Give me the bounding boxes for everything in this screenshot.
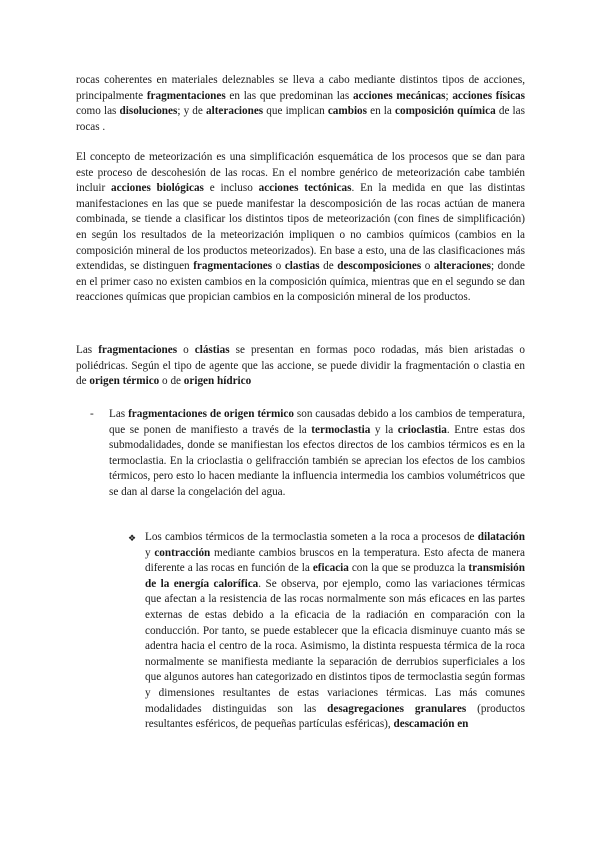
bold-term: fragmentaciones bbox=[146, 89, 226, 102]
text-run: mediante cambios bruscos en la temperatura. Esto afecta de manera diferente a las rocas en función de la bbox=[145, 546, 526, 575]
text-run: o bbox=[421, 260, 434, 273]
text-run: Las bbox=[109, 408, 129, 420]
text-run: se presentan en formas poco rodadas, más bien aristadas o poliédricas. Según el tipo de agente que las accione, se puede dividir la fragmentación o clastia en de bbox=[76, 344, 526, 388]
bold-term: clástias bbox=[194, 344, 230, 356]
bold-term: clastias bbox=[284, 260, 320, 273]
bold-term: alteraciones bbox=[206, 105, 264, 118]
text-run: y la bbox=[370, 423, 398, 436]
dash-bullet: - bbox=[90, 408, 94, 420]
text-run: (productos resultantes esféricos, de pequeñas partículas esféricas), bbox=[145, 702, 525, 731]
bold-term: origen térmico bbox=[89, 375, 160, 388]
text-run: como las bbox=[76, 105, 120, 118]
bold-term: disoluciones bbox=[119, 105, 178, 118]
bold-term: dilatación bbox=[477, 531, 525, 543]
bold-term: origen hídrico bbox=[183, 375, 252, 388]
text-run: en las que predominan las bbox=[225, 89, 353, 102]
text-run: con la que se produzca la bbox=[348, 562, 469, 575]
text-run: . En la medida en que las distintas manifestaciones en las que se puede manifestar la descomposición de las rocas actúan de manera combinada, se tiende a clasificar los distintos tipos de meteorización (con fines de simplificación) en según los resultados de la meteorización impliquen o no cambios químicos (cambios en la composición mineral de los productos meteorizados). En base a esto, una de las clasificaciones más extendidas, se distinguen bbox=[76, 182, 525, 273]
bold-term: contracción bbox=[154, 546, 211, 559]
text-run: Los cambios térmicos de la termoclastia someten a la roca a procesos de bbox=[145, 531, 478, 543]
bold-term: alteraciones bbox=[433, 260, 492, 273]
bold-term: composición química bbox=[395, 105, 496, 118]
text-run: son causadas debido a los cambios de temperatura, que se ponen de manifiesto a través de la bbox=[109, 408, 526, 436]
bold-term: desagregaciones granulares bbox=[327, 702, 467, 715]
bold-term: acciones mecánicas bbox=[352, 89, 446, 102]
list-item-text bbox=[145, 530, 525, 733]
bold-term: fragmentaciones bbox=[98, 344, 178, 356]
text-run: . Se observa, por ejemplo, como las variaciones térmicas que afectan a la resistencia de las rocas normalmente son más eficaces en las partes externas de estas debido a la eficacia de la radiación en comparación con la conducción. Por tanto, se puede establecer que la eficacia disminuye cuanto más se adentra hacia el centro de la roca. Asimismo, la distinta respuesta térmica de la roca normalmente se manifiesta mediante la separación de derrubios superficiales a los que algunos autores han categorizado en distintos tipos de termoclastia según formas y dimensiones resultantes de estas variaciones térmicas. Las más comunes modalidades distinguidas son las bbox=[145, 577, 525, 715]
bold-term: fragmentaciones de origen térmico bbox=[128, 408, 294, 420]
text-run: o bbox=[177, 344, 195, 356]
bold-term: descamación en bbox=[393, 718, 469, 731]
text-run: e incluso bbox=[203, 182, 259, 195]
paragraph-fragmentations bbox=[76, 343, 525, 390]
bold-term: cambios bbox=[327, 105, 367, 118]
text-run: El concepto de meteorización es una simplificación esquemática de los procesos que se dan para este proceso de descohesión de las rocas. En el nombre genérico de meteorización cabe también incluir bbox=[76, 151, 525, 195]
bold-term: fragmentaciones bbox=[193, 260, 273, 273]
bold-term: acciones biológicas bbox=[111, 182, 204, 195]
text-run: rocas coherentes en materiales deleznables se lleva a cabo mediante distintos tipos de acciones, principalmente bbox=[76, 74, 525, 102]
bold-term: termoclastia bbox=[311, 423, 371, 436]
text-run: que implican bbox=[263, 105, 328, 118]
bold-term: acciones físicas bbox=[452, 89, 525, 102]
text-run: . Entre estas dos submodalidades, donde se manifiestan los efectos directos de los cambios térmicos es en la termoclastia. En la crioclastia o gelifracción también se aprecian los efectos de los cambios térmicos, pero esto lo hacen mediante la influencia intermedia los cambios volumétricos que se dan al darse la congelación del agua. bbox=[109, 423, 525, 498]
bold-term: acciones tectónicas bbox=[258, 182, 352, 195]
text-run: de las rocas . bbox=[76, 105, 525, 133]
text-run: y bbox=[145, 546, 155, 559]
paragraph-text bbox=[76, 150, 525, 306]
text-run: o bbox=[272, 260, 285, 273]
bold-term: descomposiciones bbox=[337, 260, 422, 273]
text-run: ; bbox=[445, 89, 453, 102]
text-run: o de bbox=[159, 375, 184, 388]
list-item-termoclastia bbox=[128, 530, 525, 733]
bold-term: transmisión de la energía calorífica bbox=[145, 562, 525, 590]
text-run: de bbox=[319, 260, 338, 273]
list-item-thermal-origin bbox=[90, 407, 525, 501]
bold-term: crioclastia bbox=[397, 423, 447, 436]
bold-term: eficacia bbox=[312, 562, 349, 575]
paragraph-intro bbox=[76, 73, 525, 135]
paragraph-text bbox=[76, 343, 525, 390]
diamond-bullet-icon: ❖ bbox=[128, 533, 137, 543]
paragraph-meteorization-concept bbox=[76, 150, 525, 306]
text-run: en la bbox=[367, 105, 396, 118]
paragraph-text bbox=[76, 73, 525, 135]
text-run: Las bbox=[76, 344, 99, 356]
text-run: ; y de bbox=[177, 105, 206, 118]
text-run: ; donde en el primer caso no existen cambios en la composición química, mientras que en el segundo se dan reacciones químicas que propician cambios en la composición mineral de los productos. bbox=[76, 260, 526, 304]
list-item-text bbox=[109, 407, 525, 501]
